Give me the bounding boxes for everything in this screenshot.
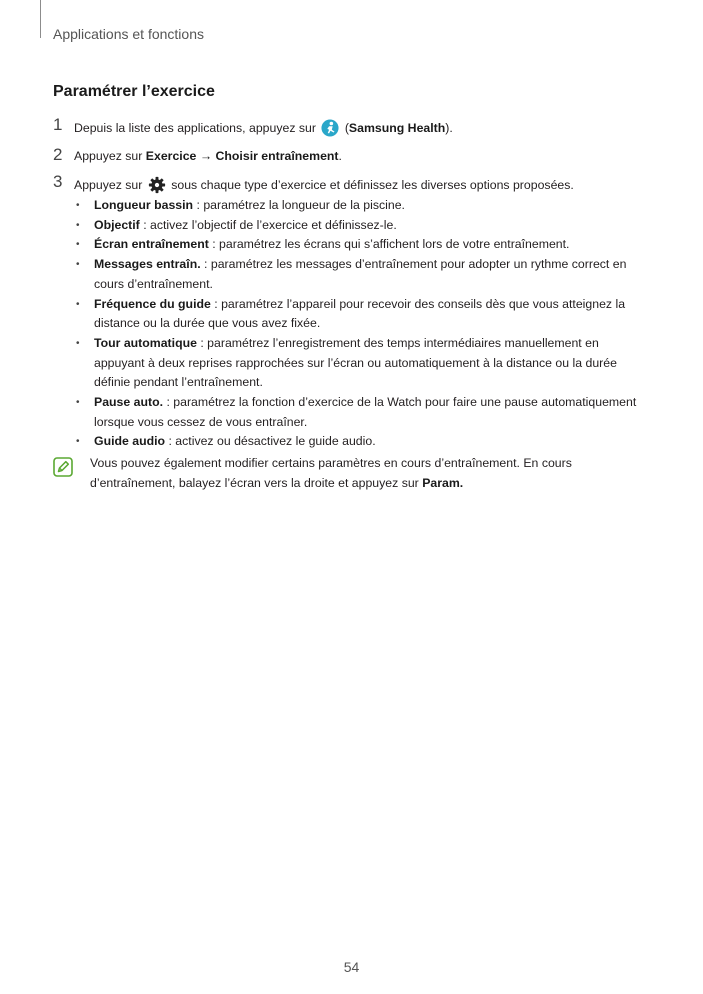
- list-item: [53, 196, 643, 216]
- option-label: Objectif: [94, 217, 140, 232]
- option-desc: : activez l’objectif de l’exercice et définissez-le.: [139, 217, 397, 232]
- step-text-before: Depuis la liste des applications, appuyez sur: [74, 121, 316, 135]
- option-desc: : paramétrez les écrans qui s’affichent lors de votre entraînement.: [208, 237, 570, 252]
- step-text-after: .: [338, 149, 342, 163]
- option-desc: : paramétrez la longueur de la piscine.: [193, 198, 405, 212]
- list-item: [53, 393, 643, 432]
- option-label: Tour automatique: [94, 335, 197, 350]
- app-name: Samsung Health: [348, 121, 446, 135]
- arrow: →: [199, 149, 213, 163]
- header-title: Applications et fonctions: [53, 26, 204, 42]
- list-item: [53, 334, 643, 393]
- list-item: [53, 235, 643, 255]
- option-desc: : paramétrez l’enregistrement des temps intermédiaires manuellement en appuyant à deux reprises rapprochées sur l’écran ou automatiquement à la distance ou la durée définie pendant l’entraînement.: [94, 335, 617, 390]
- list-item: [53, 216, 643, 236]
- step-text-before: Appuyez sur: [74, 178, 143, 192]
- option-label: Guide audio: [94, 434, 166, 449]
- step-text-paren: (: [341, 121, 349, 135]
- option-label: Écran entraînement: [94, 237, 209, 252]
- note-bold: Param.: [422, 475, 464, 490]
- note-text: [90, 454, 610, 493]
- option-desc: : paramétrez les messages d’entraînement pour adopter un rythme correct en cours d’entraînement.: [94, 257, 627, 291]
- option-label: Longueur bassin: [94, 198, 194, 212]
- option-desc: : activez ou désactivez le guide audio.: [165, 434, 376, 449]
- option-label: Messages entraîn.: [94, 257, 201, 272]
- section-heading: Paramétrer l’exercice: [53, 83, 215, 100]
- note-body: Vous pouvez également modifier certains paramètres en cours d’entraînement. En cours d’entraînement, balayez l’écran vers la droite et appuyez sur: [90, 456, 572, 490]
- option-desc: : paramétrez la fonction d’exercice de la Watch pour faire une pause automatiquement lorsque vous cessez de vous entraîner.: [94, 395, 637, 429]
- option-label: Pause auto.: [94, 395, 164, 410]
- option-desc: : paramétrez l’appareil pour recevoir des conseils dès que vous atteignez la distance ou la durée que vous avez fixée.: [94, 296, 626, 331]
- options-list: [53, 196, 643, 452]
- step-text: [74, 176, 574, 194]
- option-label: Fréquence du guide: [94, 296, 211, 311]
- note-pencil-icon: [53, 457, 73, 477]
- step-number: 1: [53, 115, 63, 134]
- menu-exercice: Exercice: [145, 149, 197, 163]
- gear-icon: [148, 176, 166, 194]
- menu-choisir-entrainement: Choisir entraînement: [215, 149, 339, 163]
- list-item: [53, 432, 643, 452]
- list-item: [53, 255, 643, 294]
- step-number: 2: [53, 145, 63, 164]
- step-text: [74, 119, 453, 137]
- samsung-health-icon: [321, 119, 339, 137]
- step-text-after: ).: [445, 121, 453, 135]
- step-text-before: Appuyez sur: [74, 149, 143, 163]
- step-number: 3: [53, 172, 63, 191]
- step-text: [74, 149, 342, 163]
- step-text-after: sous chaque type d’exercice et définissez les diverses options proposées.: [171, 178, 574, 192]
- header-rule: [40, 0, 41, 38]
- page-number: 54: [343, 959, 360, 975]
- list-item: [53, 295, 643, 334]
